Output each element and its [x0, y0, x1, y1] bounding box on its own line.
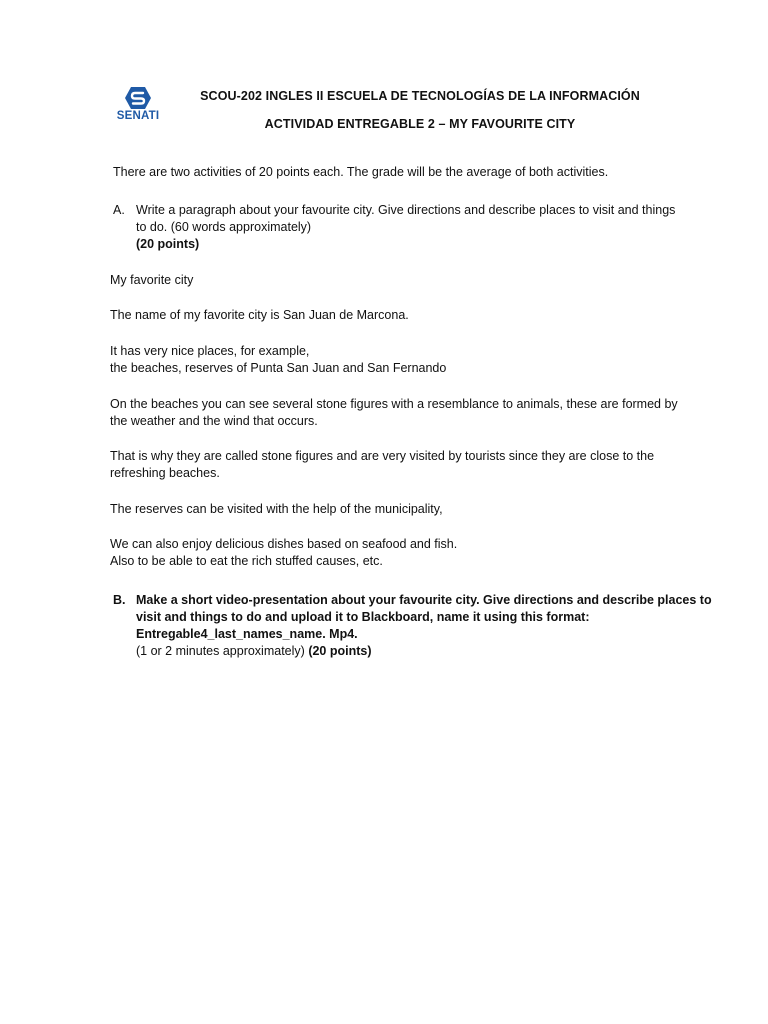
activity-b-duration — [136, 643, 372, 660]
answer-paragraph-4-line1: That is why they are called stone figures and are very visited by tourists since they are close to the — [110, 449, 655, 463]
intro-text: There are two activities of 20 points each. The grade will be the average of both activities. — [113, 165, 609, 179]
answer-title: My favorite city — [110, 273, 194, 287]
activity-a-line2: to do. (60 words approximately) — [136, 220, 312, 234]
answer-paragraph-2-line2: the beaches, reserves of Punta San Juan and San Fernando — [110, 361, 447, 375]
activity-a-points: (20 points) — [136, 237, 200, 251]
answer-paragraph-3-line1: On the beaches you can see several stone figures with a resemblance to animals, these are formed by — [110, 397, 678, 411]
activity-b-points: (20 points) — [308, 644, 372, 658]
activity-title: ACTIVIDAD ENTREGABLE 2 – MY FAVOURITE CITY — [264, 117, 576, 131]
answer-paragraph-4-line2: refreshing beaches. — [110, 466, 220, 480]
logo-text: SENATI — [116, 110, 160, 122]
answer-paragraph-3-line2: the weather and the wind that occurs. — [110, 414, 318, 428]
activity-b-marker: B. — [113, 593, 126, 607]
course-title: SCOU-202 INGLES II ESCUELA DE TECNOLOGÍAS DE LA INFORMACIÓN — [200, 89, 640, 103]
activity-b-line3: Entregable4_last_names_name. Mp4. — [136, 627, 358, 641]
answer-paragraph-6-line1: We can also enjoy delicious dishes based on seafood and fish. — [110, 537, 458, 551]
activity-a-marker: A. — [113, 203, 125, 217]
answer-paragraph-6-line2: Also to be able to eat the rich stuffed causes, etc. — [110, 554, 383, 568]
activity-a-line1: Write a paragraph about your favourite city. Give directions and describe places to visit and things — [136, 203, 676, 217]
activity-b-line2: visit and things to do and upload it to Blackboard, name it using this format: — [136, 610, 590, 624]
answer-paragraph-2-line1: It has very nice places, for example, — [110, 344, 310, 358]
senati-emblem-icon — [124, 86, 152, 110]
answer-paragraph-5: The reserves can be visited with the help of the municipality, — [110, 502, 443, 516]
activity-b-line1: Make a short video-presentation about your favourite city. Give directions and describe places to — [136, 593, 712, 607]
activity-b-duration-text: (1 or 2 minutes approximately) — [136, 644, 305, 658]
answer-paragraph-1: The name of my favorite city is San Juan de Marcona. — [110, 308, 409, 322]
